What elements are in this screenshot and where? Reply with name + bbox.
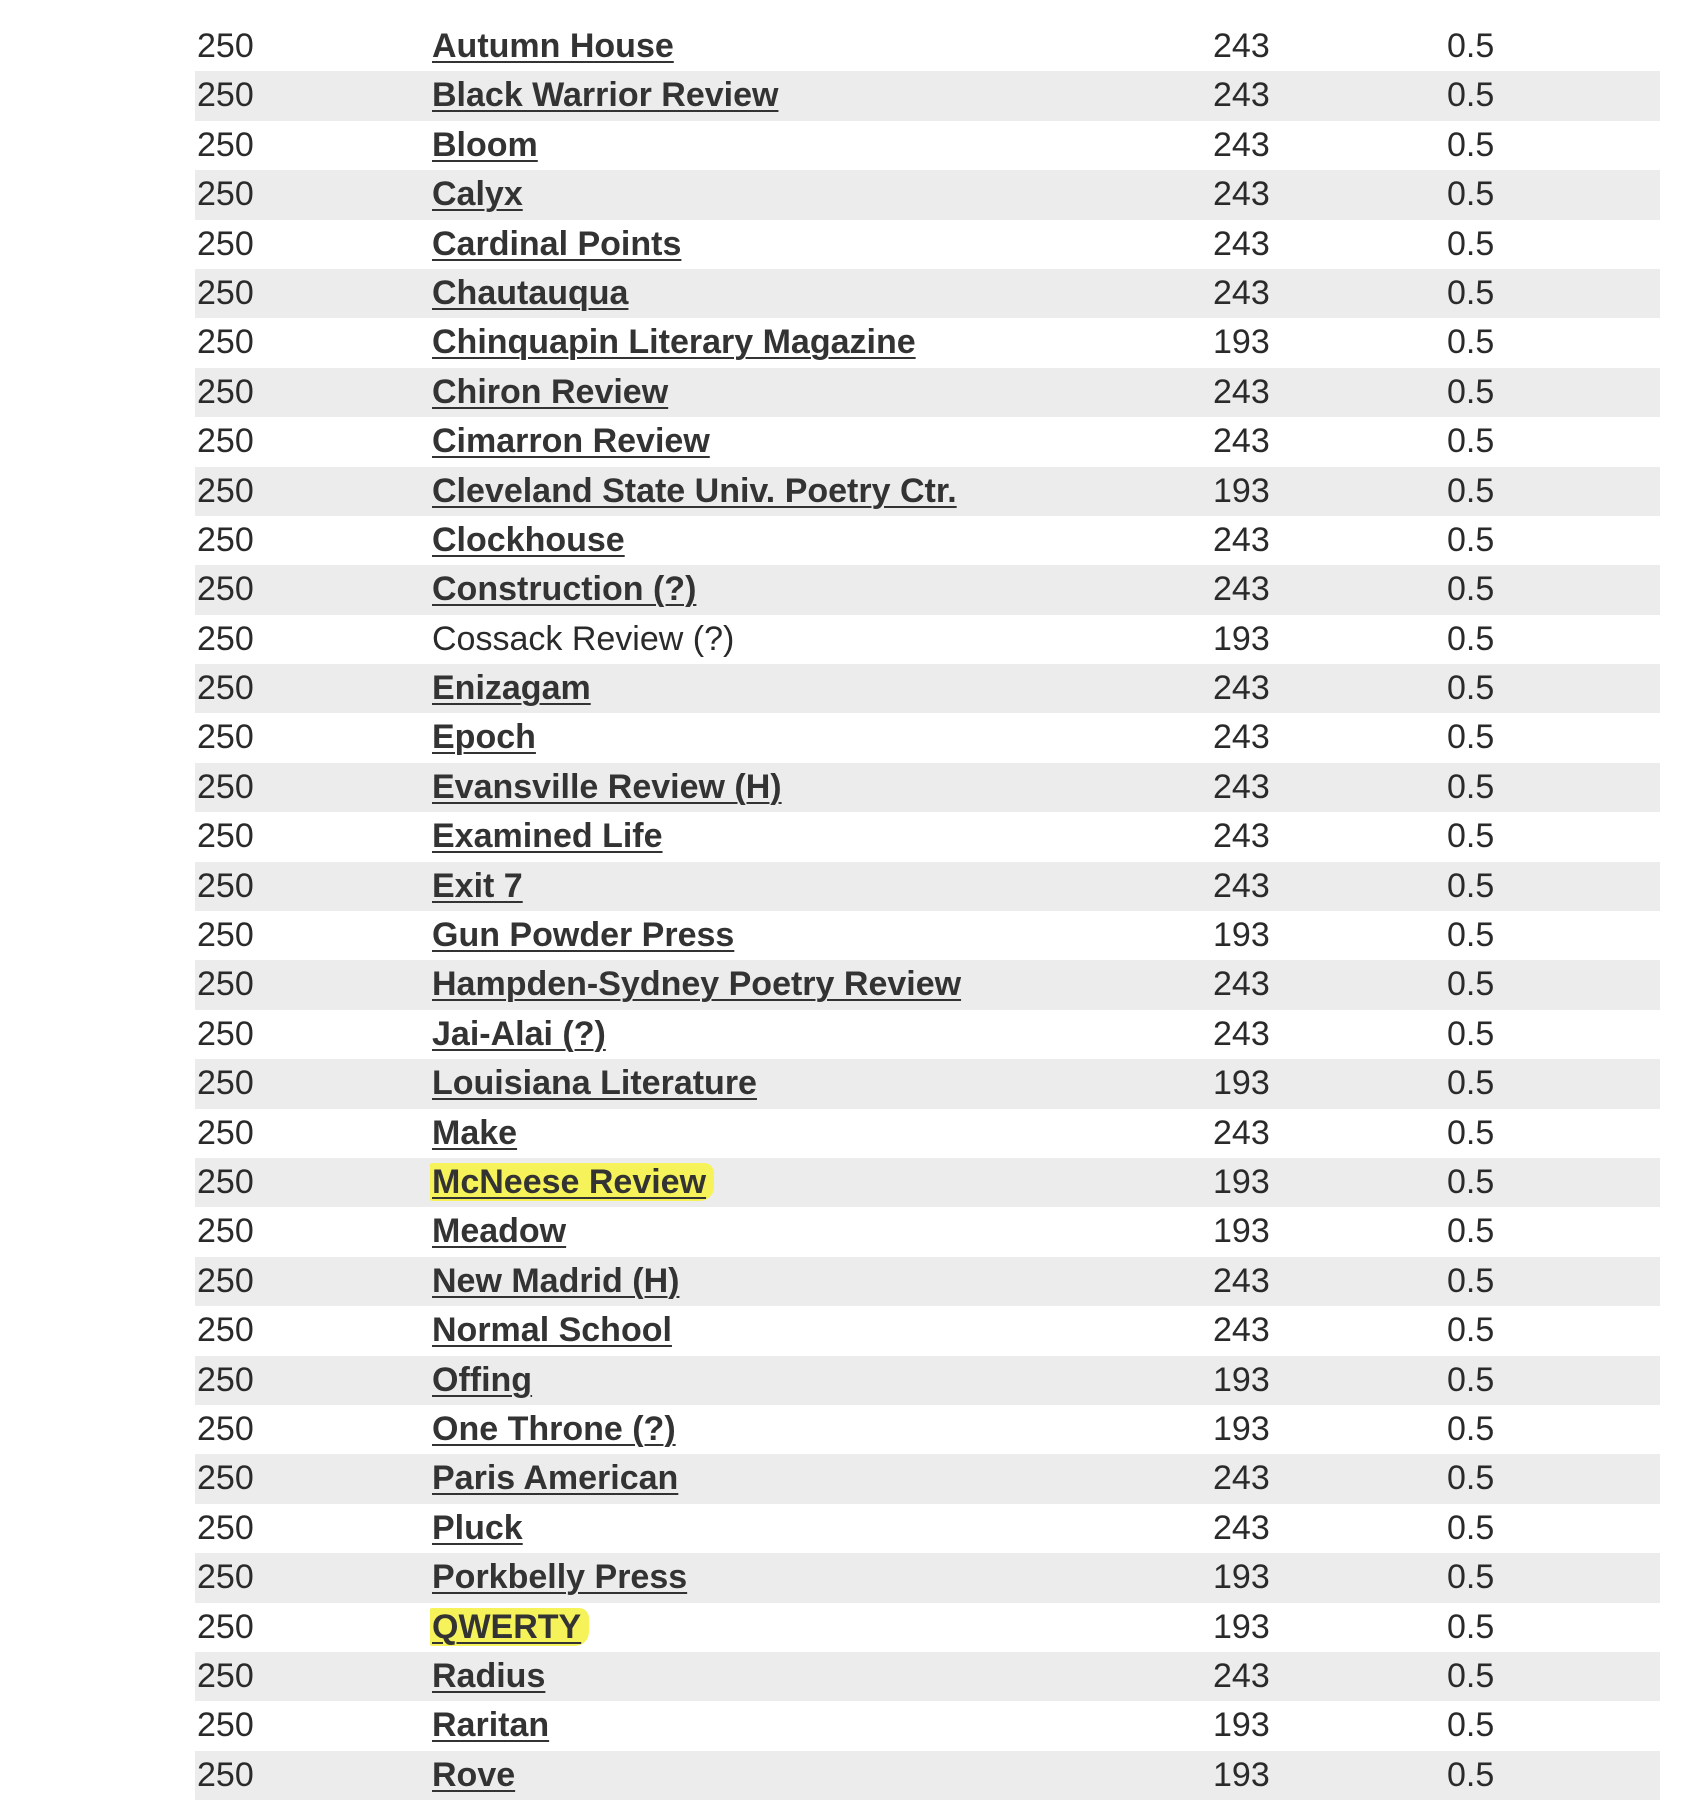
journal-name-text: Cossack Review (?): [432, 619, 735, 658]
score-cell: 250: [197, 1409, 254, 1448]
rate-cell: 0.5: [1447, 570, 1495, 609]
score-cell: 250: [197, 372, 254, 411]
table-row: [195, 1603, 1660, 1652]
journal-name-cell: [432, 1454, 678, 1503]
score-cell: 250: [197, 27, 254, 65]
fee-cell: 243: [1213, 767, 1270, 806]
rate-cell: 0.5: [1447, 767, 1495, 806]
fee-cell: 243: [1213, 1113, 1270, 1152]
score-cell: 250: [197, 1508, 254, 1547]
fee-cell: 243: [1213, 76, 1270, 115]
fee-cell: 243: [1213, 570, 1270, 609]
journal-name-cell: [432, 1701, 549, 1750]
journal-link[interactable]: Evansville Review (H): [432, 767, 782, 806]
journal-name-cell: [432, 1504, 523, 1553]
fee-cell: 193: [1213, 1409, 1270, 1448]
table-row: [195, 417, 1660, 466]
journal-table: [195, 22, 1660, 1800]
rate-cell: 0.5: [1447, 669, 1495, 708]
rate-cell: 0.5: [1447, 1162, 1495, 1201]
table-row: [195, 121, 1660, 170]
table-row: [195, 318, 1660, 367]
score-cell: 250: [197, 570, 254, 609]
journal-name-cell: [432, 1207, 566, 1256]
table-row: [195, 22, 1660, 71]
journal-name-cell: [432, 763, 782, 812]
journal-link[interactable]: Offing: [432, 1360, 533, 1399]
rate-cell: 0.5: [1447, 372, 1495, 411]
journal-link[interactable]: Cardinal Points: [432, 224, 682, 263]
journal-link[interactable]: Hampden-Sydney Poetry Review: [432, 965, 962, 1004]
journal-link[interactable]: Calyx: [432, 175, 523, 214]
fee-cell: 193: [1213, 916, 1270, 955]
journal-link[interactable]: Chinquapin Literary Magazine: [432, 323, 916, 362]
rate-cell: 0.5: [1447, 916, 1495, 955]
fee-cell: 193: [1213, 619, 1270, 658]
rate-cell: 0.5: [1447, 471, 1495, 510]
table-row: [195, 960, 1660, 1009]
journal-name-cell: [432, 615, 734, 664]
fee-cell: 243: [1213, 965, 1270, 1004]
score-cell: 250: [197, 520, 254, 559]
journal-link[interactable]: Enizagam: [432, 669, 591, 708]
rate-cell: 0.5: [1447, 1607, 1495, 1646]
rate-cell: 0.5: [1447, 1212, 1495, 1251]
journal-name-cell: [432, 1306, 672, 1355]
journal-name-cell: [432, 862, 523, 911]
rate-cell: 0.5: [1447, 422, 1495, 461]
journal-link[interactable]: Louisiana Literature: [432, 1064, 757, 1103]
journal-link[interactable]: Rove: [432, 1755, 516, 1794]
journal-link[interactable]: Make: [432, 1113, 518, 1152]
journal-link[interactable]: Radius: [432, 1656, 546, 1695]
journal-name-cell: [432, 1405, 676, 1454]
rate-cell: 0.5: [1447, 866, 1495, 905]
journal-name-cell: [432, 1751, 515, 1800]
rate-cell: 0.5: [1447, 1706, 1495, 1745]
table-row: [195, 368, 1660, 417]
rate-cell: 0.5: [1447, 619, 1495, 658]
rate-cell: 0.5: [1447, 1409, 1495, 1448]
score-cell: 250: [197, 323, 254, 362]
score-cell: 250: [197, 916, 254, 955]
rate-cell: 0.5: [1447, 1558, 1495, 1597]
fee-cell: 243: [1213, 1311, 1270, 1350]
journal-link[interactable]: Cimarron Review: [432, 422, 710, 461]
score-cell: 250: [197, 1459, 254, 1498]
journal-name-cell: [432, 1158, 714, 1207]
rate-cell: 0.5: [1447, 817, 1495, 856]
table-row: [195, 1356, 1660, 1405]
score-cell: 250: [197, 1607, 254, 1646]
journal-link[interactable]: Jai-Alai (?): [432, 1014, 606, 1053]
score-cell: 250: [197, 669, 254, 708]
table-row: [195, 269, 1660, 318]
fee-cell: 193: [1213, 1360, 1270, 1399]
fee-cell: 193: [1213, 1706, 1270, 1745]
table-row: [195, 615, 1660, 664]
score-cell: 250: [197, 767, 254, 806]
journal-link[interactable]: New Madrid (H): [432, 1261, 680, 1300]
score-cell: 250: [197, 1706, 254, 1745]
table-row: [195, 1207, 1660, 1256]
fee-cell: 243: [1213, 866, 1270, 905]
journal-name-cell: [432, 713, 536, 762]
table-row: [195, 1257, 1660, 1306]
journal-name-cell: [432, 812, 663, 861]
journal-name-cell: [432, 269, 628, 318]
table-row: [195, 1553, 1660, 1602]
table-row: [195, 911, 1660, 960]
journal-name-cell: [432, 911, 734, 960]
table-row: [195, 1652, 1660, 1701]
fee-cell: 243: [1213, 175, 1270, 214]
score-cell: 250: [197, 1261, 254, 1300]
journal-link[interactable]: Normal School: [432, 1311, 672, 1350]
journal-name-cell: [432, 467, 957, 516]
fee-cell: 243: [1213, 1014, 1270, 1053]
journal-link[interactable]: Bloom: [432, 125, 538, 164]
journal-link[interactable]: Black Warrior Review: [432, 76, 779, 115]
table-row: [195, 170, 1660, 219]
score-cell: 250: [197, 1656, 254, 1695]
score-cell: 250: [197, 175, 254, 214]
journal-name-cell: [432, 368, 668, 417]
journal-link[interactable]: Meadow: [432, 1212, 567, 1251]
rate-cell: 0.5: [1447, 27, 1495, 65]
journal-link[interactable]: Examined Life: [432, 817, 663, 856]
highlighted-journal-link[interactable]: QWERTY: [430, 1608, 589, 1646]
score-cell: 250: [197, 1162, 254, 1201]
journal-name-cell: [432, 1059, 757, 1108]
score-cell: 250: [197, 817, 254, 856]
journal-name-cell: [432, 121, 538, 170]
table-row: [195, 812, 1660, 861]
rate-cell: 0.5: [1447, 1656, 1495, 1695]
rate-cell: 0.5: [1447, 718, 1495, 757]
score-cell: 250: [197, 224, 254, 263]
journal-link[interactable]: Clockhouse: [432, 520, 625, 559]
journal-name-cell: [432, 71, 778, 120]
journal-name-cell: [432, 1356, 532, 1405]
table-row: [195, 1454, 1660, 1503]
journal-name-cell: [432, 1652, 545, 1701]
rate-cell: 0.5: [1447, 125, 1495, 164]
fee-cell: 193: [1213, 1212, 1270, 1251]
table-row: [195, 565, 1660, 614]
fee-cell: 243: [1213, 422, 1270, 461]
score-cell: 250: [197, 1311, 254, 1350]
journal-link[interactable]: Construction (?): [432, 570, 697, 609]
journal-link[interactable]: Paris American: [432, 1459, 679, 1498]
table-row: [195, 1504, 1660, 1553]
table-row: [195, 1306, 1660, 1355]
journal-name-cell: [432, 170, 523, 219]
score-cell: 250: [197, 1558, 254, 1597]
score-cell: 250: [197, 422, 254, 461]
journal-link[interactable]: Autumn House: [432, 27, 674, 65]
fee-cell: 193: [1213, 1607, 1270, 1646]
journal-link[interactable]: Chiron Review: [432, 372, 669, 411]
fee-cell: 243: [1213, 817, 1270, 856]
score-cell: 250: [197, 1360, 254, 1399]
journal-link[interactable]: Exit 7: [432, 866, 523, 905]
journal-name-cell: [432, 1553, 687, 1602]
fee-cell: 193: [1213, 471, 1270, 510]
journal-link[interactable]: Epoch: [432, 718, 536, 757]
score-cell: 250: [197, 965, 254, 1004]
score-cell: 250: [197, 125, 254, 164]
fee-cell: 243: [1213, 520, 1270, 559]
table-row: [195, 1109, 1660, 1158]
score-cell: 250: [197, 1755, 254, 1794]
table-row: [195, 763, 1660, 812]
fee-cell: 243: [1213, 1459, 1270, 1498]
fee-cell: 243: [1213, 372, 1270, 411]
journal-name-cell: [432, 417, 710, 466]
rate-cell: 0.5: [1447, 76, 1495, 115]
rate-cell: 0.5: [1447, 1311, 1495, 1350]
journal-link[interactable]: Chautauqua: [432, 273, 629, 312]
journal-link[interactable]: Cleveland State Univ. Poetry Ctr.: [432, 471, 957, 510]
fee-cell: 193: [1213, 323, 1270, 362]
rate-cell: 0.5: [1447, 273, 1495, 312]
fee-cell: 243: [1213, 27, 1270, 65]
table-row: [195, 220, 1660, 269]
fee-cell: 193: [1213, 1755, 1270, 1794]
score-cell: 250: [197, 1064, 254, 1103]
journal-link[interactable]: Gun Powder Press: [432, 916, 735, 955]
fee-cell: 193: [1213, 1162, 1270, 1201]
journal-name-cell: [432, 960, 961, 1009]
score-cell: 250: [197, 1212, 254, 1251]
journal-name-cell: [432, 1603, 589, 1652]
highlighted-journal-link[interactable]: McNeese Review: [430, 1163, 714, 1201]
table-row: [195, 1405, 1660, 1454]
fee-cell: 243: [1213, 718, 1270, 757]
journal-name-cell: [432, 1010, 606, 1059]
rate-cell: 0.5: [1447, 1360, 1495, 1399]
journal-name-cell: [432, 664, 591, 713]
journal-link[interactable]: Raritan: [432, 1706, 550, 1745]
table-row: [195, 1010, 1660, 1059]
fee-cell: 193: [1213, 1064, 1270, 1103]
table-row: [195, 713, 1660, 762]
fee-cell: 243: [1213, 1261, 1270, 1300]
rate-cell: 0.5: [1447, 1755, 1495, 1794]
fee-cell: 243: [1213, 125, 1270, 164]
score-cell: 250: [197, 619, 254, 658]
journal-link[interactable]: Pluck: [432, 1508, 523, 1547]
fee-cell: 193: [1213, 1558, 1270, 1597]
journal-name-cell: [432, 318, 916, 367]
table-row: [195, 467, 1660, 516]
fee-cell: 243: [1213, 669, 1270, 708]
table-row: [195, 1158, 1660, 1207]
rate-cell: 0.5: [1447, 1014, 1495, 1053]
journal-name-cell: [432, 565, 696, 614]
table-row: [195, 1701, 1660, 1750]
score-cell: 250: [197, 1014, 254, 1053]
table-row: [195, 664, 1660, 713]
rate-cell: 0.5: [1447, 224, 1495, 263]
journal-name-cell: [432, 22, 674, 71]
journal-name-cell: [432, 1109, 517, 1158]
score-cell: 250: [197, 273, 254, 312]
rate-cell: 0.5: [1447, 175, 1495, 214]
journal-name-cell: [432, 516, 625, 565]
fee-cell: 243: [1213, 1656, 1270, 1695]
rate-cell: 0.5: [1447, 965, 1495, 1004]
rate-cell: 0.5: [1447, 1261, 1495, 1300]
rate-cell: 0.5: [1447, 1508, 1495, 1547]
table-row: [195, 1059, 1660, 1108]
table-row: [195, 1751, 1660, 1800]
journal-name-cell: [432, 1257, 679, 1306]
rate-cell: 0.5: [1447, 1113, 1495, 1152]
rate-cell: 0.5: [1447, 520, 1495, 559]
score-cell: 250: [197, 718, 254, 757]
journal-name-cell: [432, 220, 681, 269]
fee-cell: 243: [1213, 224, 1270, 263]
table-row: [195, 516, 1660, 565]
rate-cell: 0.5: [1447, 1064, 1495, 1103]
journal-link[interactable]: Porkbelly Press: [432, 1558, 688, 1597]
table-row: [195, 71, 1660, 120]
fee-cell: 243: [1213, 1508, 1270, 1547]
score-cell: 250: [197, 866, 254, 905]
fee-cell: 243: [1213, 273, 1270, 312]
score-cell: 250: [197, 1113, 254, 1152]
table-row: [195, 862, 1660, 911]
score-cell: 250: [197, 76, 254, 115]
rate-cell: 0.5: [1447, 1459, 1495, 1498]
score-cell: 250: [197, 471, 254, 510]
journal-link[interactable]: One Throne (?): [432, 1409, 676, 1448]
rate-cell: 0.5: [1447, 323, 1495, 362]
